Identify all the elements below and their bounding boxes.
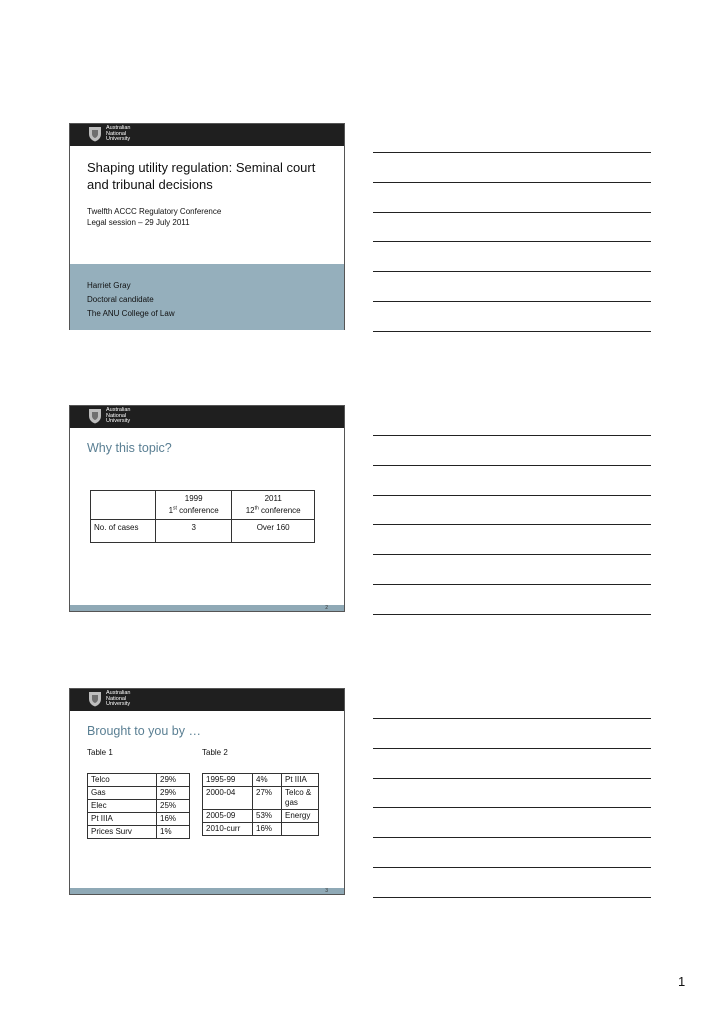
author-band: [70, 264, 344, 330]
table-cell: Pt IIIA: [282, 774, 319, 787]
note-line: [373, 778, 651, 779]
anu-logo: [88, 408, 130, 425]
table-cell: [282, 823, 319, 836]
table-row: [91, 520, 315, 543]
slide-1: [69, 123, 345, 330]
table-cell: 2010-curr: [203, 823, 253, 836]
anu-logo: [88, 126, 130, 143]
slide-title: Why this topic?: [87, 441, 172, 455]
note-line: [373, 212, 651, 213]
logo-text: Australian National University: [106, 407, 131, 425]
note-line: [373, 897, 651, 898]
note-line: [373, 495, 651, 496]
note-line: [373, 807, 651, 808]
table-cell: 25%: [157, 800, 190, 813]
page-number: 2: [325, 605, 328, 611]
slide-header: [70, 406, 344, 428]
crest-icon: [88, 408, 102, 424]
slide-title: Brought to you by …: [87, 724, 201, 738]
logo-text: Australian National University: [106, 125, 131, 143]
note-line: [373, 271, 651, 272]
table-cell: No. of cases: [91, 520, 156, 543]
table-cell: 1999 1st conference: [156, 491, 232, 520]
slide-2: [69, 405, 345, 612]
note-line: [373, 152, 651, 153]
table-cell: Telco & gas: [282, 787, 319, 810]
note-line: [373, 182, 651, 183]
author-role: Doctoral candidate: [87, 295, 154, 304]
author-name: Harriet Gray: [87, 281, 131, 290]
slide-footer: [70, 605, 344, 611]
table-cell: 27%: [253, 787, 282, 810]
table-cell: 3: [156, 520, 232, 543]
table-cell: 29%: [157, 787, 190, 800]
note-line: [373, 465, 651, 466]
note-line: [373, 718, 651, 719]
table-cell: 2011 12th conference: [232, 491, 315, 520]
table-cell: Elec: [88, 800, 157, 813]
slide-header: [70, 124, 344, 146]
table-cell: 2005-09: [203, 810, 253, 823]
table-row: [88, 826, 190, 839]
table-1: [87, 773, 190, 839]
anu-logo: [88, 691, 130, 708]
table2-caption: Table 2: [202, 748, 228, 757]
table-cell: [91, 491, 156, 520]
table-cell: 53%: [253, 810, 282, 823]
table-row: [203, 774, 319, 787]
table-row: [88, 774, 190, 787]
table-cell: 16%: [157, 813, 190, 826]
author-affiliation: The ANU College of Law: [87, 309, 175, 318]
table-cell: Telco: [88, 774, 157, 787]
slide-subtitle: Twelfth ACCC Regulatory Conference Legal session – 29 July 2011: [87, 207, 222, 227]
note-line: [373, 301, 651, 302]
table-row: [203, 787, 319, 810]
note-line: [373, 748, 651, 749]
table-cell: Over 160: [232, 520, 315, 543]
page-number: 3: [325, 888, 328, 894]
note-line: [373, 435, 651, 436]
note-line: [373, 867, 651, 868]
table1-caption: Table 1: [87, 748, 113, 757]
table-cell: Prices Surv: [88, 826, 157, 839]
table-row: [88, 800, 190, 813]
table-cell: 29%: [157, 774, 190, 787]
logo-text: Australian National University: [106, 690, 131, 708]
table-cell: Gas: [88, 787, 157, 800]
table-cell: 4%: [253, 774, 282, 787]
table-cell: 16%: [253, 823, 282, 836]
table-row: [203, 810, 319, 823]
table-row: [88, 813, 190, 826]
table-row: [203, 823, 319, 836]
author-info: [87, 279, 175, 321]
slide-header: [70, 689, 344, 711]
note-line: [373, 837, 651, 838]
sheet-number: 1: [678, 974, 686, 989]
note-line: [373, 614, 651, 615]
note-line: [373, 331, 651, 332]
table-cell: 1%: [157, 826, 190, 839]
table-cell: 2000-04: [203, 787, 253, 810]
table-2: [202, 773, 319, 836]
table-cell: Energy: [282, 810, 319, 823]
slide-title: Shaping utility regulation: Seminal court and tribunal decisions: [87, 160, 316, 192]
table-row: [91, 491, 315, 520]
table-cell: Pt IIIA: [88, 813, 157, 826]
note-line: [373, 584, 651, 585]
conference-table: [90, 490, 315, 543]
slide-footer: [70, 888, 344, 894]
table-cell: 1995-99: [203, 774, 253, 787]
note-line: [373, 554, 651, 555]
table-row: [88, 787, 190, 800]
note-line: [373, 524, 651, 525]
note-line: [373, 241, 651, 242]
slide-3: [69, 688, 345, 895]
crest-icon: [88, 691, 102, 707]
crest-icon: [88, 126, 102, 142]
